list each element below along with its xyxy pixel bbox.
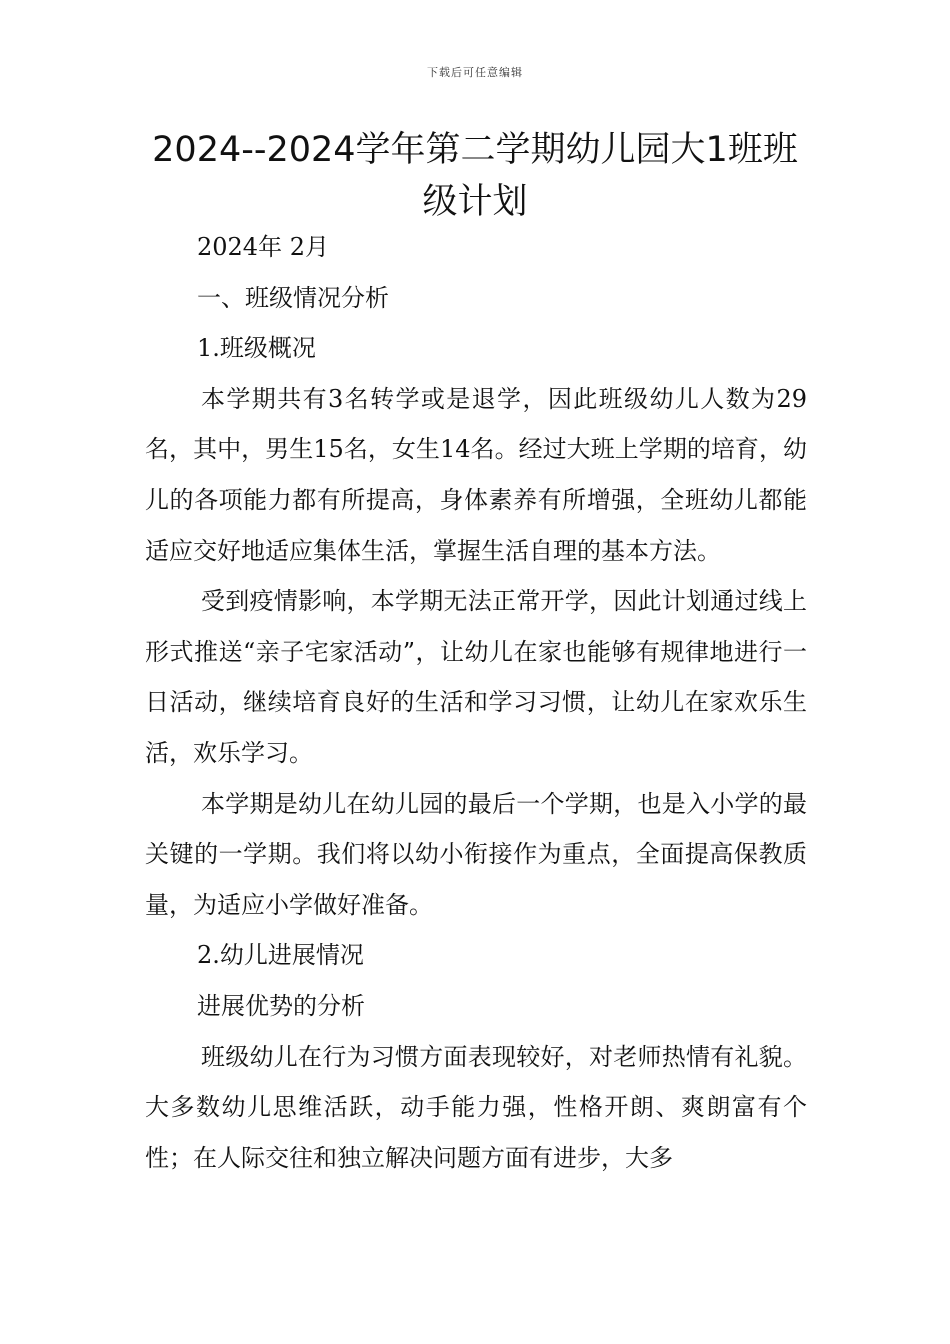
document-date: 2024年 2月: [197, 233, 329, 261]
document-title: 2024--2024学年第二学期幼儿园大1班班级计划: [152, 130, 798, 222]
subsection-heading: 1.班级概况: [197, 334, 316, 363]
paragraph: 班级幼儿在行为习惯方面表现较好，对老师热情有礼貌。大多数幼儿思维活跃，动手能力强，性格开朗、爽朗富有个性；在人际交往和独立解决问题方面有进步，大多: [145, 1042, 807, 1172]
document-body: [145, 222, 807, 1183]
subsection-subheading: 进展优势的分析: [197, 991, 365, 1020]
header-note: 下载后可任意编辑: [427, 66, 523, 79]
paragraph: 本学期共有3名转学或是退学，因此班级幼儿人数为29名，其中，男生15名，女生14名。经过大班上学期的培育，幼儿的各项能力都有所提高，身体素养有所增强，全班幼儿都能适应交好地适应集体生活，掌握生活自理的基本方法。: [145, 384, 807, 565]
section-heading: 一、班级情况分析: [197, 283, 389, 312]
paragraph: 受到疫情影响，本学期无法正常开学，因此计划通过线上形式推送“亲子宅家活动”，让幼儿在家也能够有规律地进行一日活动，继续培育良好的生活和学习习惯，让幼儿在家欢乐生活，欢乐学习。: [145, 587, 807, 767]
subsection-heading: 2.幼儿进展情况: [197, 941, 364, 970]
paragraph: 本学期是幼儿在幼儿园的最后一个学期，也是入小学的最关键的一学期。我们将以幼小衔接作为重点，全面提高保教质量，为适应小学做好准备。: [145, 789, 807, 919]
